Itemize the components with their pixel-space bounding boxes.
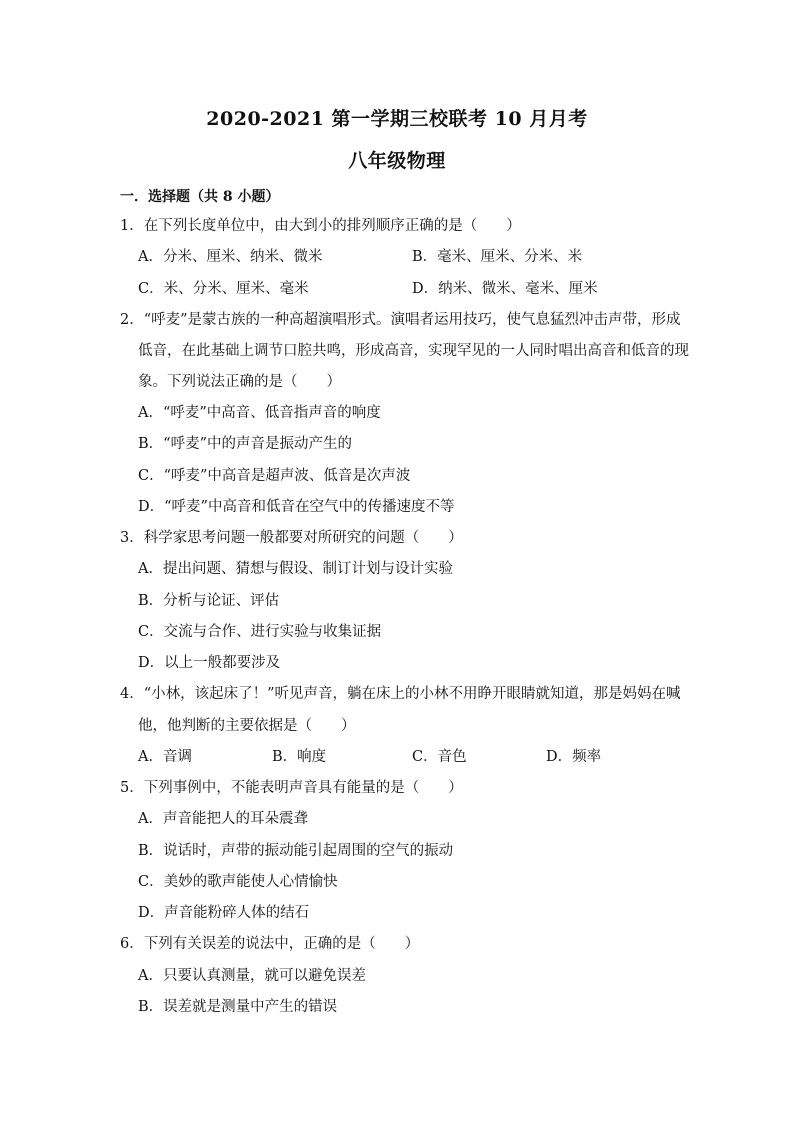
- question-4-option-b: B．响度: [272, 749, 327, 765]
- question-4-option-a: A．音调: [138, 749, 192, 765]
- question-3-option-a: A．提出问题、猜想与假设、制订计划与设计实验: [138, 561, 453, 577]
- question-3-option-d: D．以上一般都要涉及: [138, 655, 281, 671]
- section-heading: 一．选择题（共 8 小题）: [120, 189, 280, 205]
- question-3-stem: 3．科学家思考问题一般都要对所研究的问题（ ）: [120, 530, 463, 546]
- question-5-option-b: B．说话时，声带的振动能引起周围的空气的振动: [138, 843, 454, 859]
- question-5-option-a: A．声音能把人的耳朵震聋: [138, 811, 308, 827]
- question-2-option-b: B．“呼麦”中的声音是振动产生的: [138, 436, 352, 452]
- question-1-option-d: D．纳米、微米、毫米、厘米: [412, 281, 598, 297]
- question-6-option-b: B．误差就是测量中产生的错误: [138, 999, 338, 1015]
- question-1-option-b: B．毫米、厘米、分米、米: [412, 249, 583, 265]
- question-4-option-d: D．频率: [546, 749, 602, 765]
- question-1-option-c: C．米、分米、厘米、毫米: [138, 281, 309, 297]
- question-1-stem: 1．在下列长度单位中，由大到小的排列顺序正确的是（ ）: [120, 218, 521, 234]
- exam-subtitle: 八年级物理: [348, 150, 446, 172]
- question-4-option-c: C．音色: [412, 749, 467, 765]
- question-2-stem-line-1: 2．“呼麦”是蒙古族的一种高超演唱形式。演唱者运用技巧，使气息猛烈冲击声带，形成: [120, 312, 681, 328]
- question-2-option-d: D．“呼麦”中高音和低音在空气中的传播速度不等: [138, 499, 455, 515]
- question-3-option-c: C．交流与合作、进行实验与收集证据: [138, 624, 382, 640]
- question-2-option-a: A．“呼麦”中高音、低音指声音的响度: [138, 405, 381, 421]
- exam-title: 2020-2021 第一学期三校联考 10 月月考: [206, 108, 588, 130]
- question-4-stem-line-1: 4．“小林，该起床了！”听见声音，躺在床上的小林不用睁开眼睛就知道，那是妈妈在喊: [120, 686, 681, 702]
- question-2-option-c: C．“呼麦”中高音是超声波、低音是次声波: [138, 468, 411, 484]
- question-2-stem-line-2: 低音，在此基础上调节口腔共鸣，形成高音，实现罕见的一人同时唱出高音和低音的现: [138, 343, 689, 359]
- question-6-stem: 6．下列有关误差的说法中，正确的是（ ）: [120, 936, 420, 952]
- question-5-option-c: C．美妙的歌声能使人心情愉快: [138, 874, 338, 890]
- question-6-option-a: A．只要认真测量，就可以避免误差: [138, 968, 366, 984]
- question-5-option-d: D．声音能粉碎人体的结石: [138, 905, 310, 921]
- question-5-stem: 5．下列事例中，不能表明声音具有能量的是（ ）: [120, 780, 463, 796]
- question-1-option-a: A．分米、厘米、纳米、微米: [138, 249, 323, 265]
- question-4-stem-line-2: 他，他判断的主要依据是（ ）: [138, 718, 356, 734]
- question-2-stem-line-3: 象。下列说法正确的是（ ）: [138, 374, 341, 390]
- question-3-option-b: B．分析与论证、评估: [138, 593, 280, 609]
